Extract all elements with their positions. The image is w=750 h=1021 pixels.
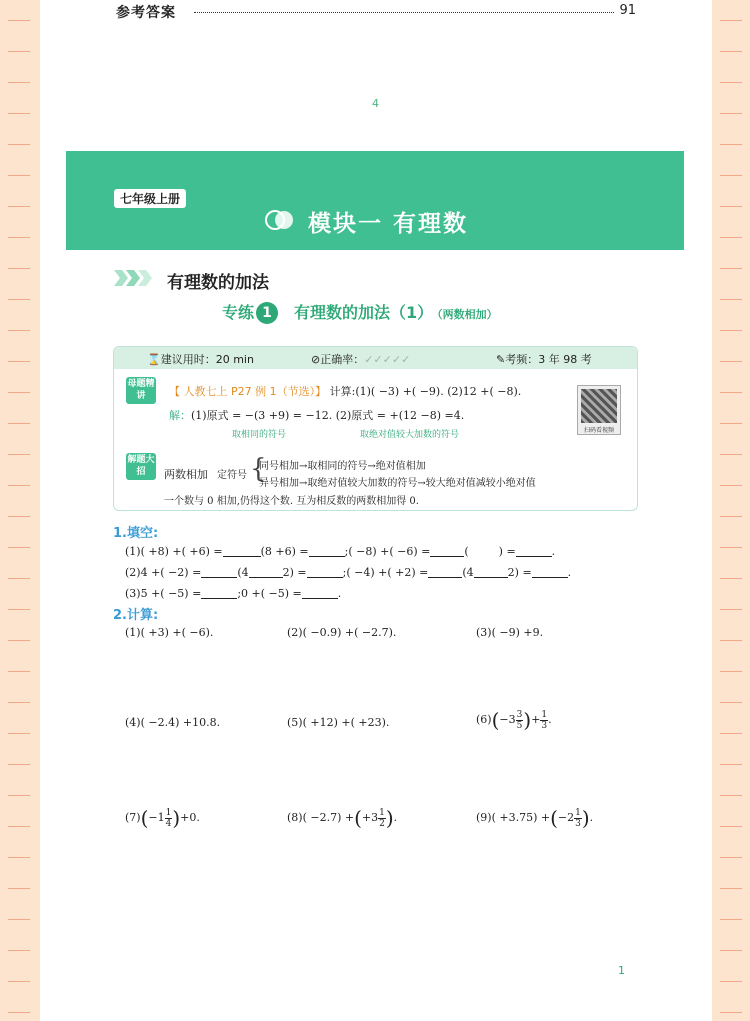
- q2-item-7: (7)(−1 $\frac{1}{4}$ )+0.: [125, 806, 200, 830]
- tip-tag: 解题大招: [126, 453, 156, 480]
- margin-tick: [8, 20, 30, 21]
- margin-tick: [720, 826, 742, 827]
- margin-tick: [8, 51, 30, 52]
- margin-tick: [8, 113, 30, 114]
- brace-icon: {: [250, 454, 267, 484]
- margin-tick: [8, 578, 30, 579]
- qr-code[interactable]: [577, 385, 621, 435]
- margin-tick: [8, 392, 30, 393]
- question-2-head: 2.计算:: [113, 608, 159, 623]
- margin-tick: [720, 299, 742, 300]
- left-margin: [0, 0, 40, 1021]
- margin-tick: [720, 268, 742, 269]
- method-box: [113, 346, 638, 511]
- example-tag: 母题精讲: [126, 377, 156, 404]
- note-same-sign: 取相同的符号: [232, 430, 287, 440]
- margin-tick: [720, 919, 742, 920]
- margin-tick: [8, 733, 30, 734]
- tip-label: 两数相加: [164, 468, 208, 481]
- margin-tick: [720, 175, 742, 176]
- margin-tick: [720, 857, 742, 858]
- margin-tick: [8, 268, 30, 269]
- margin-tick: [8, 702, 30, 703]
- margin-tick: [720, 764, 742, 765]
- drill-title: 有理数的加法（1）: [294, 303, 434, 322]
- tip-line-1: 同号相加→取相同的符号→绝对值相加: [259, 461, 426, 472]
- margin-tick: [720, 237, 742, 238]
- margin-tick: [8, 330, 30, 331]
- page-footer-number: 1: [618, 964, 625, 977]
- info-bar: [114, 347, 637, 369]
- margin-tick: [720, 888, 742, 889]
- example-source: 【 人教七上 P27 例 1（节选）】: [169, 385, 327, 398]
- margin-tick: [8, 237, 30, 238]
- question-1-head: 1.填空:: [113, 526, 159, 541]
- exam-frequency: ✎考频：3 年 98 考: [496, 353, 592, 366]
- blank[interactable]: [430, 544, 464, 557]
- example-solution: [169, 407, 464, 423]
- margin-tick: [8, 299, 30, 300]
- q2-item-8: (8)( −2.7) +(+3 $\frac{1}{2}$ ).: [287, 806, 398, 830]
- margin-tick: [8, 485, 30, 486]
- margin-tick: [720, 454, 742, 455]
- qr-pattern: [581, 389, 617, 423]
- margin-tick: [8, 764, 30, 765]
- margin-tick: [720, 113, 742, 114]
- blank[interactable]: [516, 544, 552, 557]
- margin-tick: [720, 361, 742, 362]
- margin-tick: [720, 392, 742, 393]
- accuracy-label: ⊘正确率：✓✓✓✓✓: [311, 353, 411, 366]
- margin-tick: [8, 857, 30, 858]
- answer-ref-number: 4: [372, 97, 379, 110]
- blank[interactable]: [532, 565, 568, 578]
- margin-tick: [720, 485, 742, 486]
- margin-tick: [8, 423, 30, 424]
- q1-row-3: (3)5 +( −5) = ;0 +( −5) = .: [125, 587, 342, 600]
- blank[interactable]: [201, 565, 237, 578]
- drill-number: 1: [256, 302, 278, 324]
- time-label: ⌛建议用时：20 min: [147, 353, 254, 366]
- margin-tick: [8, 795, 30, 796]
- margin-tick: [8, 82, 30, 83]
- margin-tick: [8, 547, 30, 548]
- q2-item-6: (6)(−3 $\frac{3}{5}$ )+ $\frac{1}{3}$ .: [476, 708, 552, 732]
- margin-tick: [8, 919, 30, 920]
- tip-line-3: 一个数与 0 相加,仍得这个数. 互为相反数的两数相加得 0.: [164, 496, 419, 507]
- blank[interactable]: [474, 565, 508, 578]
- solution-label: 解：: [169, 409, 191, 422]
- margin-tick: [720, 671, 742, 672]
- example-text: 计算:(1)( −3) +( −9). (2)12 +( −8).: [329, 385, 522, 398]
- margin-tick: [8, 671, 30, 672]
- drill-subtitle: （两数相加）: [437, 308, 498, 321]
- note-larger-abs: 取绝对值较大加数的符号: [360, 430, 460, 440]
- example-question: [169, 383, 521, 399]
- margin-tick: [720, 578, 742, 579]
- margin-tick: [8, 640, 30, 641]
- tip-line-2: 异号相加→取绝对值较大加数的符号→较大绝对值减较小绝对值: [259, 478, 536, 489]
- chevrons-icon: [114, 270, 160, 286]
- blank[interactable]: [249, 565, 283, 578]
- blank[interactable]: [428, 565, 462, 578]
- margin-tick: [720, 640, 742, 641]
- drill-label: 专练: [222, 303, 255, 322]
- q2-item-9: (9)( +3.75) +(−2 $\frac{1}{3}$ ).: [476, 806, 594, 830]
- margin-tick: [720, 795, 742, 796]
- margin-tick: [720, 206, 742, 207]
- page-header: [76, 2, 636, 20]
- drill-heading: [222, 300, 498, 324]
- blank[interactable]: [223, 544, 261, 557]
- module-banner: [66, 151, 684, 250]
- header-page-number: 91: [619, 3, 636, 18]
- margin-tick: [720, 330, 742, 331]
- margin-tick: [8, 950, 30, 951]
- tip-head: 定符号: [217, 470, 247, 481]
- grade-tag: 七年级上册: [114, 189, 186, 208]
- blank[interactable]: [309, 544, 345, 557]
- header-leader-dots: [194, 12, 614, 13]
- margin-tick: [720, 950, 742, 951]
- margin-tick: [720, 20, 742, 21]
- margin-tick: [720, 733, 742, 734]
- margin-tick: [720, 516, 742, 517]
- blank[interactable]: [302, 586, 338, 599]
- venn-icon: [265, 208, 295, 232]
- q1-row-1: (1)( +8) +( +6) = (8 +6) = ;( −8) +( −6) = ( ) = .: [125, 545, 556, 558]
- margin-tick: [8, 516, 30, 517]
- margin-tick: [8, 609, 30, 610]
- margin-tick: [8, 175, 30, 176]
- margin-tick: [8, 981, 30, 982]
- blank[interactable]: [307, 565, 343, 578]
- module-title: 模块一 有理数: [308, 211, 469, 237]
- margin-tick: [720, 423, 742, 424]
- q2-item-5: (5)( +12) +( +23).: [287, 716, 390, 729]
- margin-tick: [720, 609, 742, 610]
- q2-item-4: (4)( −2.4) +10.8.: [125, 716, 221, 729]
- margin-tick: [720, 702, 742, 703]
- margin-tick: [720, 82, 742, 83]
- margin-tick: [720, 144, 742, 145]
- solution-text: (1)原式 = −(3 +9) = −12. (2)原式 = +(12 −8) =4.: [191, 409, 465, 422]
- margin-tick: [8, 826, 30, 827]
- margin-tick: [8, 1012, 30, 1013]
- margin-tick: [720, 1012, 742, 1013]
- section-title: 有理数的加法: [167, 273, 269, 293]
- right-margin: [712, 0, 750, 1021]
- q2-item-3: (3)( −9) +9.: [476, 626, 544, 639]
- blank[interactable]: [201, 586, 237, 599]
- accuracy-checks: ✓✓✓✓✓: [364, 353, 411, 366]
- margin-tick: [720, 51, 742, 52]
- margin-tick: [8, 144, 30, 145]
- margin-tick: [8, 361, 30, 362]
- margin-tick: [8, 206, 30, 207]
- q1-row-2: (2)4 +( −2) = (4 2) = ;( −4) +( +2) = (4 2) = .: [125, 566, 572, 579]
- header-title: 参考答案: [116, 5, 176, 21]
- margin-tick: [8, 454, 30, 455]
- margin-tick: [8, 888, 30, 889]
- margin-tick: [720, 547, 742, 548]
- q2-item-2: (2)( −0.9) +( −2.7).: [287, 626, 397, 639]
- q2-item-1: (1)( +3) +( −6).: [125, 626, 214, 639]
- margin-tick: [720, 981, 742, 982]
- qr-caption: 扫码看视频: [583, 427, 614, 434]
